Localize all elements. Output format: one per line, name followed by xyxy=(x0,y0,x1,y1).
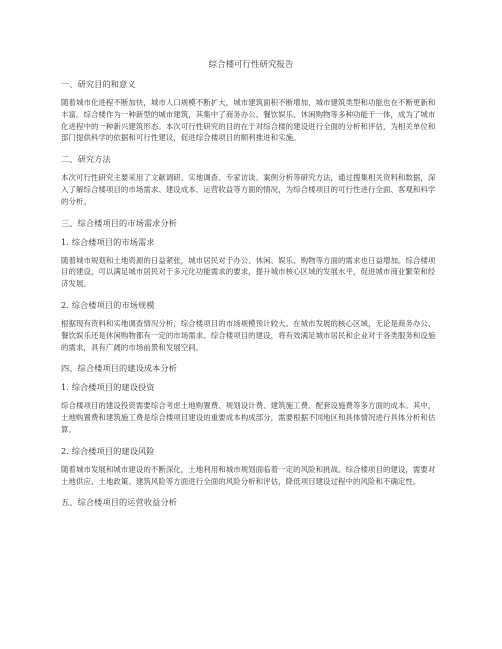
subsection-heading-market-demand: 1. 综合楼项目的市场需求 xyxy=(61,236,155,247)
subsection-paragraph-market-demand: 随着城市规划和土地资源的日益紧张，城市居民对于办公、休闲、娱乐、购物等方面的需求也日益增加。综合楼项目的建设，可以满足城市居民对于多元化功能需求的要求，提升城市核心区域的发展水平，促进城市商业繁荣和经济发展。 xyxy=(61,255,436,289)
section-heading-research-purpose: 一、研究目的和意义 xyxy=(61,79,136,89)
subsection-paragraph-market-scale: 根据现有资料和实地调查情况分析，综合楼项目的市场规模预计较大。在城市发展的核心区域，无论是商务办公、餐饮娱乐还是休闲购物都有一定的市场需求。综合楼项目的建设，将有效满足城市居民和企业对于各类服务和设施的需求，具有广阔的市场前景和发展空间。 xyxy=(61,318,436,352)
subsection-paragraph-construction-risk: 随着城市发展和城市建设的不断深化，土地利用和城市规划面临着一定的风险和挑战。综合楼项目的建设，需要对土地供应、土地政策、建筑风险等方面进行全面的风险分析和评估，降低项目建设过程中的风险和不确定性。 xyxy=(61,464,436,486)
section-heading-construction-cost: 四、综合楼项目的建设成本分析 xyxy=(61,363,178,374)
document-title: 综合楼可行性研究报告 xyxy=(208,59,294,69)
subsection-heading-construction-investment: 1. 综合楼项目的建设投资 xyxy=(61,382,155,393)
subsection-paragraph-construction-investment: 综合楼项目的建设投资需要综合考虑土地购置费、规划设计费、建筑施工费、配套设施费等多方面的成本。其中，土地购置费和建筑施工费是综合楼项目建设的重要成本构成部分，需要根据不同地区和具体情况进行具体分析和估算。 xyxy=(61,401,436,434)
section-heading-research-method: 二、研究方法 xyxy=(61,154,111,165)
subsection-heading-market-scale: 2. 综合楼项目的市场规模 xyxy=(61,299,155,310)
section-paragraph-research-method: 本次可行性研究主要采用了文献调研、实地调查、专家访谈、案例分析等研究方法，通过搜集相关资料和数据，深入了解综合楼项目的市场需求、建设成本、运营收益等方面的情况，为综合楼项目的可行性进行全面、客观和科学的分析。 xyxy=(61,173,436,206)
section-paragraph-research-purpose: 随着城市化进程不断加快，城市人口规模不断扩大，城市建筑面积不断增加，城市建筑类型和功能也在不断更新和丰富。综合楼作为一种新型的城市建筑，其集中了商务办公、餐饮娱乐、休闲购物等多种功能于一体，成为了城市化进程中的一种新兴建筑形态。本次可行性研究的目的在于对综合楼的建设进行全面的分析和评估，为相关单位和部门提供科学的依据和可行性建议，促进综合楼项目的顺利推进和实施。 xyxy=(61,98,436,143)
section-heading-market-demand: 三、综合楼项目的市场需求分析 xyxy=(61,217,178,228)
section-heading-operating-revenue: 五、综合楼项目的运营收益分析 xyxy=(61,497,178,508)
document-body xyxy=(61,58,441,515)
subsection-heading-construction-risk: 2. 综合楼项目的建设风险 xyxy=(61,445,155,456)
